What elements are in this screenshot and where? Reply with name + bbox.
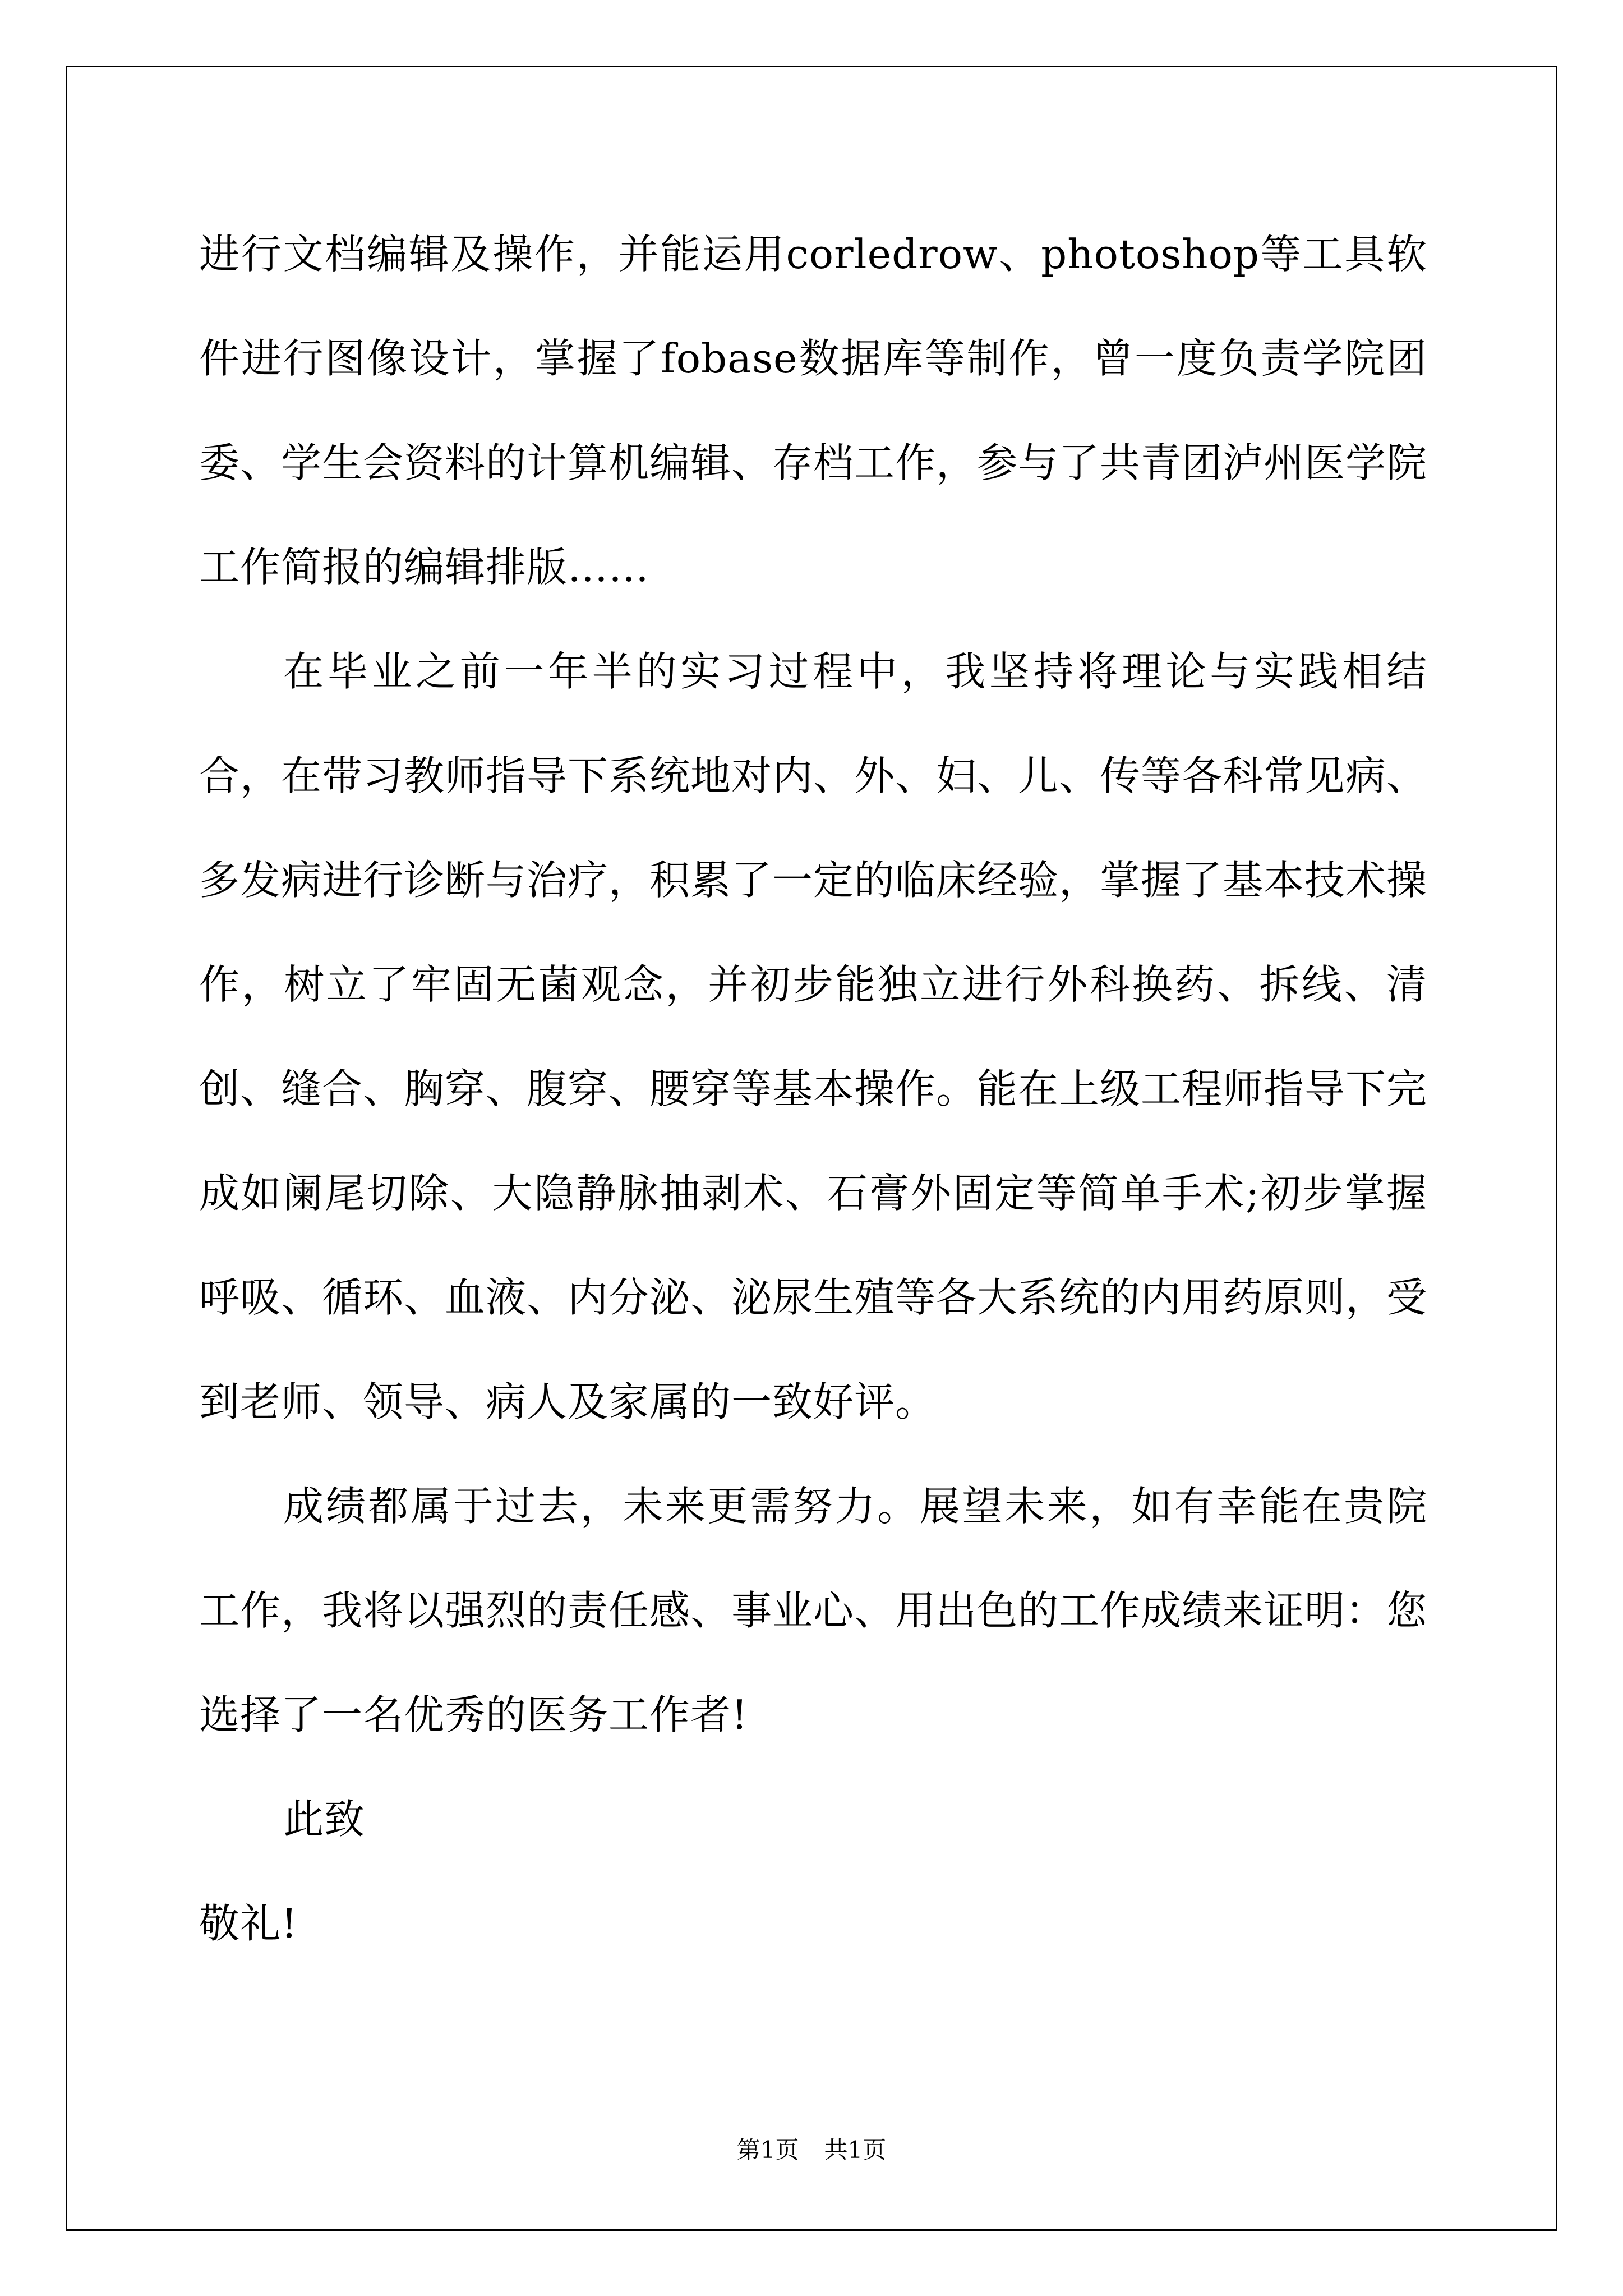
paragraph-software-skills: 进行文档编辑及操作，并能运用corledrow、photoshop等工具软件进行图像设计，掌握了fobase数据库等制作，曾一度负责学院团委、学生会资料的计算机编辑、存档工作，参与了共青团泸州医学院工作简报的编辑排版…… — [199, 231, 1428, 591]
paragraph-internship: 在毕业之前一年半的实习过程中，我坚持将理论与实践相结合，在带习教师指导下系统地对内、外、妇、儿、传等各科常见病、多发病进行诊断与治疗，积累了一定的临床经验，掌握了基本技术操作，树立了牢固无菌观念，并初步能独立进行外科换药、拆线、清创、缝合、胸穿、腹穿、腰穿等基本操作。能在上级工程师指导下完成如阑尾切除、大隐静脉抽剥术、石膏外固定等简单手术;初步掌握呼吸、循环、血液、内分泌、泌尿生殖等各大系统的内用药原则，受到老师、领导、病人及家属的一致好评。 — [199, 648, 1428, 1425]
page-number-total: 共1页 — [824, 2136, 887, 2164]
page-footer — [0, 2132, 1623, 2165]
paragraph-future: 成绩都属于过去，未来更需努力。展望未来，如有幸能在贵院工作，我将以强烈的责任感、事业心、用出色的工作成绩来证明：您选择了一名优秀的医务工作者! — [199, 1483, 1428, 1738]
closing-salutation: 此致 — [283, 1796, 366, 1843]
page-number-current: 第1页 — [736, 2136, 799, 2164]
document-body — [199, 202, 1427, 1976]
closing-regards: 敬礼! — [199, 1900, 298, 1947]
